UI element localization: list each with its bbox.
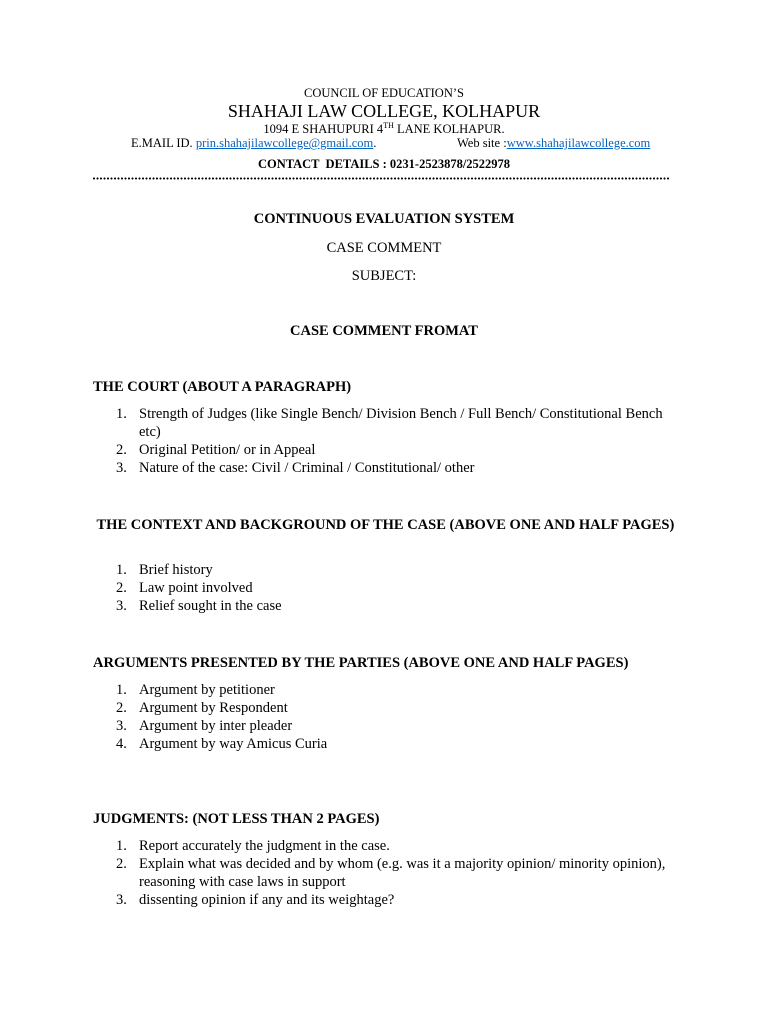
list-item: [116, 405, 676, 441]
list-number: 1.: [116, 682, 127, 698]
list-number: 1.: [116, 406, 127, 422]
list-text: Relief sought in the case: [139, 598, 282, 614]
list-item: [116, 597, 676, 615]
list-item: [116, 561, 676, 579]
list-number: 2.: [116, 856, 127, 872]
list-text: Explain what was decided and by whom (e.g. was it a majority opinion/ minority opinion), reasoning with case laws in support: [139, 856, 666, 890]
list-number: 1.: [116, 562, 127, 578]
context-section-heading: THE CONTEXT AND BACKGROUND OF THE CASE (ABOVE ONE AND HALF PAGES): [96, 517, 675, 533]
list-text: Original Petition/ or in Appeal: [139, 442, 316, 458]
college-name: SHAHAJI LAW COLLEGE, KOLHAPUR: [227, 101, 541, 121]
email-line: [131, 135, 376, 151]
list-item: [116, 699, 676, 717]
judgments-list: [116, 837, 676, 909]
website-line: [457, 135, 650, 151]
address-superscript: TH: [383, 121, 394, 130]
list-text: dissenting opinion if any and its weightage?: [139, 892, 395, 908]
evaluation-system-title: CONTINUOUS EVALUATION SYSTEM: [253, 211, 515, 227]
list-item: [116, 891, 676, 909]
arguments-section-heading: ARGUMENTS PRESENTED BY THE PARTIES (ABOVE ONE AND HALF PAGES): [93, 655, 629, 671]
address-text: 1094 E SHAHUPURI 4: [263, 122, 384, 136]
list-number: 1.: [116, 838, 127, 854]
contact-details: CONTACT DETAILS : 0231-2523878/2522978: [257, 157, 511, 171]
list-item: [116, 855, 676, 891]
list-number: 3.: [116, 598, 127, 614]
court-list: [116, 405, 676, 477]
list-text: Nature of the case: Civil / Criminal / Constitutional/ other: [139, 460, 475, 476]
list-item: [116, 735, 676, 753]
context-list: [116, 561, 676, 615]
header-divider: [93, 177, 669, 180]
list-item: [116, 717, 676, 735]
list-text: Law point involved: [139, 580, 253, 596]
list-number: 4.: [116, 736, 127, 752]
website-label: Web site :: [457, 136, 507, 150]
council-name: COUNCIL OF EDUCATION’S: [304, 86, 464, 100]
list-text: Argument by petitioner: [139, 682, 275, 698]
list-item: [116, 441, 676, 459]
list-item: [116, 681, 676, 699]
list-text: Brief history: [139, 562, 213, 578]
case-comment-title: CASE COMMENT: [326, 240, 442, 256]
email-label: E.MAIL ID.: [131, 136, 196, 150]
email-trailing-period: .: [373, 136, 377, 150]
list-number: 3.: [116, 718, 127, 734]
website-link[interactable]: www.shahajilawcollege.com: [506, 136, 651, 150]
list-text: Strength of Judges (like Single Bench/ Division Bench / Full Bench/ Constitutional Bench etc): [139, 406, 663, 440]
format-title: CASE COMMENT FROMAT: [290, 323, 478, 339]
list-text: Argument by inter pleader: [139, 718, 293, 734]
list-number: 2.: [116, 580, 127, 596]
list-text: Argument by Respondent: [139, 700, 288, 716]
list-number: 2.: [116, 700, 127, 716]
list-number: 3.: [116, 892, 127, 908]
list-item: [116, 579, 676, 597]
judgments-section-heading: JUDGMENTS: (NOT LESS THAN 2 PAGES): [93, 811, 380, 827]
list-text: Report accurately the judgment in the case.: [139, 838, 390, 854]
subject-label: SUBJECT:: [351, 268, 417, 284]
email-link[interactable]: prin.shahajilawcollege@gmail.com: [195, 136, 374, 150]
court-section-heading: THE COURT (ABOUT A PARAGRAPH): [93, 379, 352, 395]
list-item: [116, 837, 676, 855]
list-number: 3.: [116, 460, 127, 476]
list-number: 2.: [116, 442, 127, 458]
arguments-list: [116, 681, 676, 753]
list-item: [116, 459, 676, 477]
college-address: [0, 121, 768, 137]
address-text-end: LANE KOLHAPUR.: [393, 122, 505, 136]
list-text: Argument by way Amicus Curia: [139, 736, 328, 752]
